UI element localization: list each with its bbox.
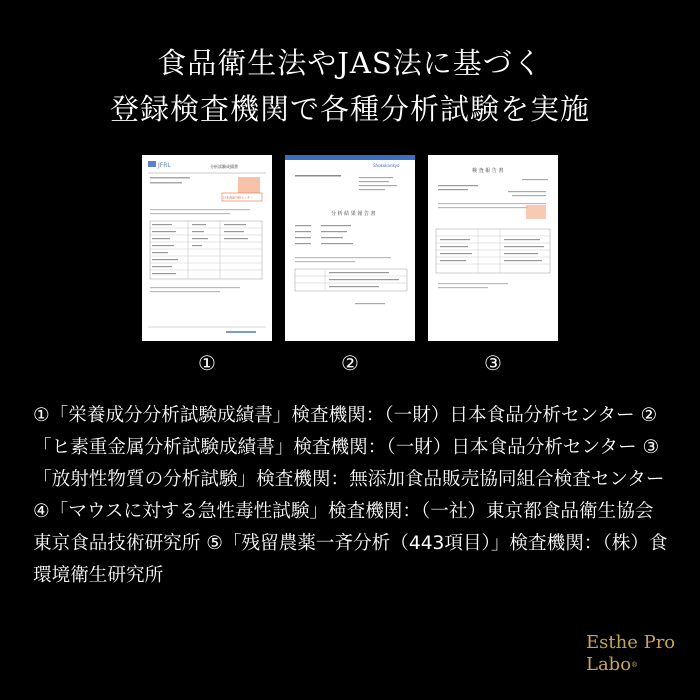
- svg-text:Shokukankyo: Shokukankyo: [373, 163, 400, 168]
- svg-text:分 析 結 果 報 告 書: 分 析 結 果 報 告 書: [331, 211, 376, 217]
- brand-logo-line-1: Esthe Pro: [586, 632, 676, 653]
- document-number-3: ③: [484, 351, 502, 375]
- headline: [0, 40, 700, 132]
- document-thumbnail-1: [142, 155, 272, 341]
- brand-logo-line-2: Labo: [586, 654, 632, 675]
- document-number-1: ①: [198, 351, 216, 375]
- document-number-2: ②: [341, 351, 359, 375]
- brand-logo: [586, 632, 675, 676]
- test-description: ①「栄養成分分析試験成績書」検査機関：（一財）日本食品分析センター ②「ヒ素重金属分析試験成績書」検査機関：（一財）日本食品分析センター ③「放射性物質の分析試験」検査機関：無添加食品販売協同組合検査センター ④「マウスに対する急性毒性試験」検査機関：（一社）東京都食品衛生協会 東京食品技術研究所 ⑤「残留農薬一斉分析（443項目）」検査機関：（株）食環境衛生研究所: [33, 405, 668, 586]
- headline-line-1: 食品衛生法やJAS法に基づく: [157, 46, 543, 80]
- document-3-image: [428, 155, 558, 341]
- document-thumbnail-3: [428, 155, 558, 341]
- document-gallery: [0, 155, 700, 385]
- svg-text:検 査 報 告 書: 検 査 報 告 書: [472, 168, 504, 174]
- document-1-image: [142, 155, 272, 341]
- svg-text:日本食品分析センター: 日本食品分析センター: [223, 195, 253, 200]
- registered-mark: ®: [631, 661, 639, 669]
- document-thumbnail-2: [285, 155, 415, 341]
- svg-text:JFRL: JFRL: [158, 162, 171, 169]
- svg-text:分析試験成績書: 分析試験成績書: [210, 164, 238, 169]
- headline-line-2: 登録検査機関で各種分析試験を実施: [109, 92, 590, 126]
- document-2-image: [285, 155, 415, 341]
